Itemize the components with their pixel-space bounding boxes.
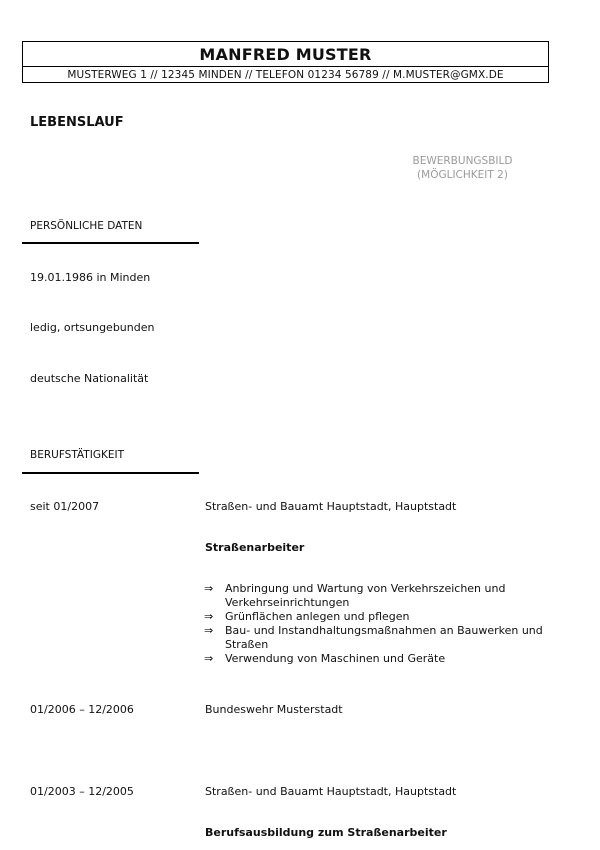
list-item bbox=[204, 582, 544, 610]
photo-placeholder-line2: (MÖGLICHKEIT 2) bbox=[417, 169, 508, 181]
photo-placeholder bbox=[380, 154, 545, 182]
list-item bbox=[204, 610, 544, 624]
marital-status: ledig, ortsungebunden bbox=[30, 321, 155, 334]
career-employer: Bundeswehr Musterstadt bbox=[205, 703, 343, 716]
career-employer: Straßen- und Bauamt Hauptstadt, Hauptstadt bbox=[205, 785, 457, 798]
task-text: Verwendung von Maschinen und Geräte bbox=[225, 652, 446, 665]
photo-placeholder-line1: BEWERBUNGSBILD bbox=[412, 155, 513, 167]
nationality: deutsche Nationalität bbox=[30, 372, 149, 385]
career-period: 01/2006 – 12/2006 bbox=[30, 703, 134, 716]
double-arrow-right-icon: ⇒ bbox=[204, 624, 214, 637]
career-period: seit 01/2007 bbox=[30, 500, 100, 513]
career-period: 01/2003 – 12/2005 bbox=[30, 785, 134, 798]
task-text: Bau- und Instandhaltungsmaßnahmen an Bauwerken und Straßen bbox=[225, 624, 543, 651]
double-arrow-right-icon: ⇒ bbox=[204, 582, 214, 595]
birth-info: 19.01.1986 in Minden bbox=[30, 271, 151, 284]
section-heading-personal: PERSÖNLICHE DATEN bbox=[30, 220, 143, 232]
section-rule-personal bbox=[22, 242, 199, 244]
applicant-name: MANFRED MUSTER bbox=[23, 42, 548, 67]
header-box bbox=[22, 41, 549, 83]
section-rule-career bbox=[22, 472, 199, 474]
career-role: Berufsausbildung zum Straßenarbeiter bbox=[205, 826, 447, 839]
task-text: Anbringung und Wartung von Verkehrszeichen und Verkehrseinrichtungen bbox=[225, 582, 506, 609]
section-heading-career: BERUFSTÄTIGKEIT bbox=[30, 449, 124, 461]
document-title: LEBENSLAUF bbox=[30, 115, 124, 130]
double-arrow-right-icon: ⇒ bbox=[204, 652, 214, 665]
double-arrow-right-icon: ⇒ bbox=[204, 610, 214, 623]
task-list bbox=[204, 582, 544, 666]
list-item bbox=[204, 652, 544, 666]
career-role: Straßenarbeiter bbox=[205, 541, 305, 554]
list-item bbox=[204, 624, 544, 652]
career-employer: Straßen- und Bauamt Hauptstadt, Hauptstadt bbox=[205, 500, 457, 513]
task-text: Grünflächen anlegen und pflegen bbox=[225, 610, 410, 623]
contact-line: MUSTERWEG 1 // 12345 MINDEN // TELEFON 01234 56789 // M.MUSTER@GMX.DE bbox=[67, 69, 504, 81]
